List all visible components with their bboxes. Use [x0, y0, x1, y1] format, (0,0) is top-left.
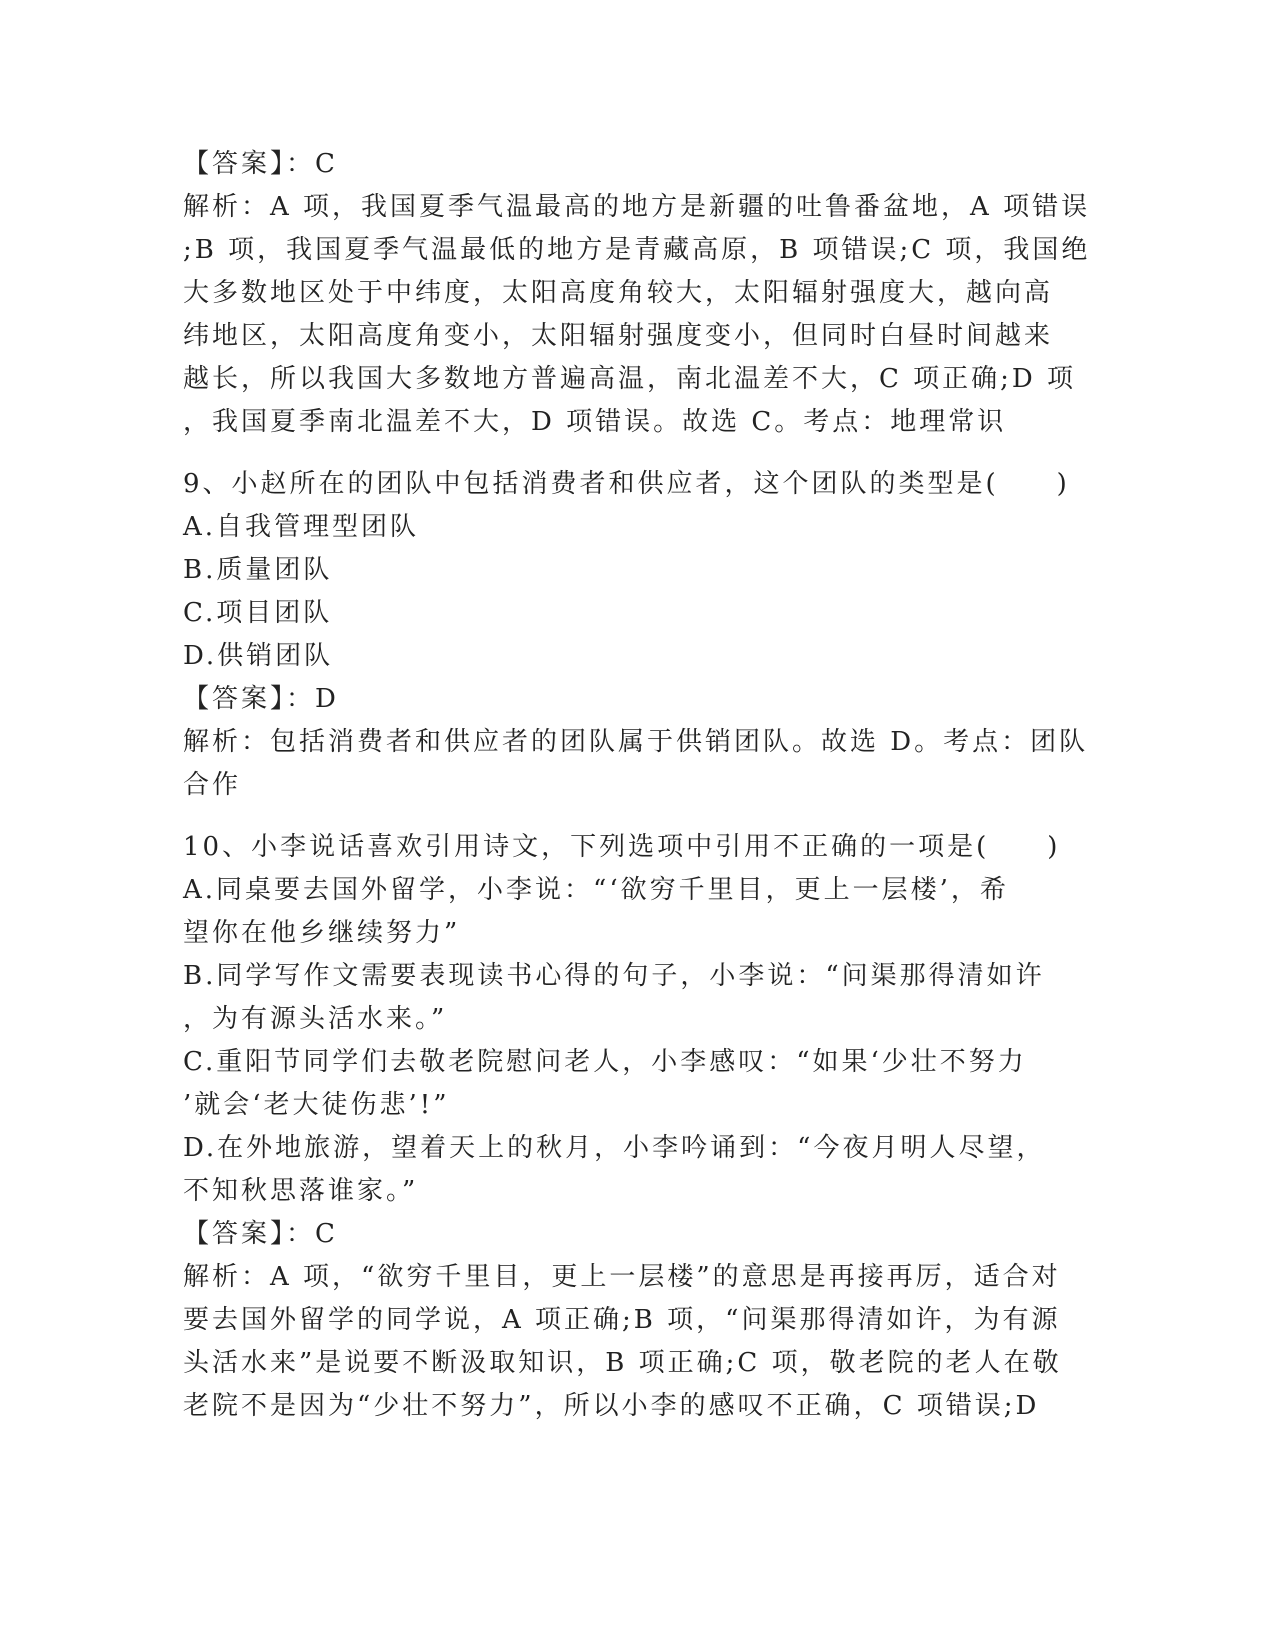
question-10-answer: 【答案】：C [183, 1219, 338, 1249]
question-9-stem: 9、小赵所在的团队中包括消费者和供应者，这个团队的类型是( ) [183, 469, 1070, 499]
question-10-option-c-cont: ’就会‘老大徒伤悲’!” [183, 1090, 450, 1120]
question-9-option-d: D.供销团队 [183, 641, 334, 671]
analysis-line: 大多数地区处于中纬度，太阳高度角较大，太阳辐射强度大，越向高 [183, 278, 1054, 308]
question-10-analysis: 头活水来”是说要不断汲取知识，B 项正确;C 项，敬老院的老人在敬 [183, 1348, 1062, 1378]
analysis-line: 解析：A 项，我国夏季气温最高的地方是新疆的吐鲁番盆地，A 项错误 [183, 192, 1091, 222]
question-10-analysis: 老院不是因为“少壮不努力”，所以小李的感叹不正确，C 项错误;D [183, 1391, 1040, 1421]
question-10-analysis: 要去国外留学的同学说，A 项正确;B 项，“问渠那得清如许，为有源 [183, 1305, 1061, 1335]
question-9-option-a: A.自我管理型团队 [183, 512, 420, 542]
question-10-option-c: C.重阳节同学们去敬老院慰问老人，小李感叹：“如果‘少壮不努力 [183, 1047, 1027, 1077]
document-page [183, 143, 1091, 1428]
question-9-answer: 【答案】：D [183, 684, 339, 714]
answer-line: 【答案】：C [183, 149, 338, 179]
question-9-analysis: 解析：包括消费者和供应者的团队属于供销团队。故选 D。考点：团队 [183, 727, 1089, 757]
section-gap [183, 807, 1083, 826]
question-10-stem: 10、小李说话喜欢引用诗文，下列选项中引用不正确的一项是( ) [183, 832, 1061, 862]
question-9-option-c: C.项目团队 [183, 598, 333, 628]
question-9-option-b: B.质量团队 [183, 555, 333, 585]
section-gap [183, 444, 1083, 463]
analysis-line: 越长，所以我国大多数地方普遍高温，南北温差不大，C 项正确;D 项 [183, 364, 1077, 394]
question-10-option-a-cont: 望你在他乡继续努力” [183, 918, 461, 948]
question-10-option-a: A.同桌要去国外留学，小李说：“‘欲穷千里目，更上一层楼’，希 [183, 875, 1009, 905]
analysis-line: 纬地区，太阳高度角变小，太阳辐射强度变小，但同时白昼时间越来 [183, 321, 1054, 351]
analysis-line: ，我国夏季南北温差不大，D 项错误。故选 C。考点：地理常识 [183, 407, 1007, 437]
analysis-line: ;B 项，我国夏季气温最低的地方是青藏高原，B 项错误;C 项，我国绝 [183, 235, 1091, 265]
question-10-option-b-cont: ，为有源头活水来。” [183, 1004, 448, 1034]
question-10-option-b: B.同学写作文需要表现读书心得的句子，小李说：“问渠那得清如许 [183, 961, 1045, 991]
question-10-analysis: 解析：A 项，“欲穷千里目，更上一层楼”的意思是再接再厉，适合对 [183, 1262, 1061, 1292]
question-10-option-d-cont: 不知秋思落谁家。” [183, 1176, 419, 1206]
question-9-analysis: 合作 [183, 770, 242, 800]
question-10-option-d: D.在外地旅游，望着天上的秋月，小李吟诵到：“今夜月明人尽望， [183, 1133, 1046, 1163]
